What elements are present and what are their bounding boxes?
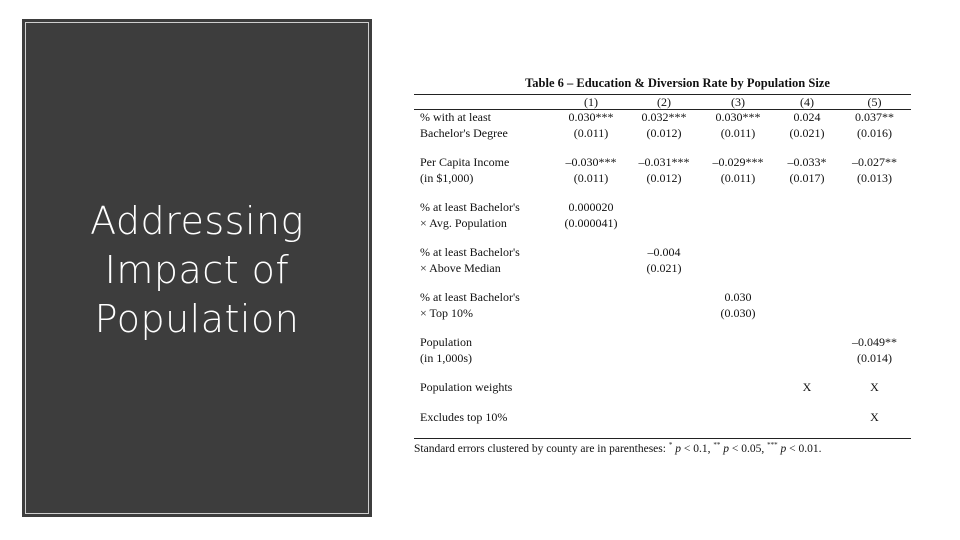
coef-cell bbox=[700, 245, 776, 261]
slide-title-line: Impact of bbox=[104, 248, 290, 292]
coef-cell: –0.049** bbox=[852, 335, 897, 349]
se-cell bbox=[554, 351, 628, 367]
se-cell: (0.011) bbox=[573, 170, 609, 185]
coef-cell: –0.029*** bbox=[712, 155, 764, 169]
coef-cell: –0.031*** bbox=[638, 155, 690, 169]
coef-cell bbox=[838, 200, 911, 216]
coef-cell: 0.030*** bbox=[568, 110, 614, 124]
se-cell bbox=[776, 306, 838, 322]
se-row bbox=[414, 126, 911, 142]
row-label: % with at least bbox=[420, 110, 491, 124]
row-label: % at least Bachelor's bbox=[420, 200, 520, 214]
row-label: × Top 10% bbox=[420, 305, 474, 320]
se-cell bbox=[838, 216, 911, 232]
table-title: Table 6 – Education & Diversion Rate by Population Size bbox=[525, 76, 830, 90]
row-label: Population weights bbox=[420, 380, 513, 394]
coef-cell: –0.027** bbox=[852, 155, 897, 169]
coef-cell: –0.033* bbox=[787, 155, 827, 169]
indicator-cell bbox=[628, 380, 700, 396]
column-header: (5) bbox=[838, 95, 911, 110]
se-cell bbox=[838, 306, 911, 322]
se-cell bbox=[700, 351, 776, 367]
coef-cell: 0.037** bbox=[855, 110, 894, 124]
se-row bbox=[414, 171, 911, 187]
indicator-row bbox=[414, 410, 911, 426]
footnote-p: p bbox=[720, 442, 729, 455]
table-bottom-rule bbox=[414, 425, 911, 439]
coef-cell bbox=[700, 335, 776, 351]
coef-row bbox=[414, 245, 911, 261]
se-cell bbox=[700, 261, 776, 277]
coef-row bbox=[414, 110, 911, 126]
footnote-threshold: < 0.1, bbox=[680, 442, 714, 455]
table-footnote bbox=[414, 441, 911, 455]
indicator-row bbox=[414, 380, 911, 396]
coef-row bbox=[414, 155, 911, 171]
coef-cell: 0.030*** bbox=[715, 110, 761, 124]
se-cell bbox=[776, 351, 838, 367]
row-label: Per Capita Income bbox=[420, 155, 510, 169]
coef-cell bbox=[628, 290, 700, 306]
se-cell: (0.011) bbox=[720, 125, 756, 140]
indicator-cell: X bbox=[802, 380, 812, 394]
coef-cell bbox=[776, 335, 838, 351]
spacer-row bbox=[414, 141, 911, 155]
coef-cell bbox=[776, 200, 838, 216]
footnote-p: p bbox=[672, 442, 681, 455]
row-label: Excludes top 10% bbox=[420, 409, 508, 424]
indicator-cell bbox=[700, 410, 776, 426]
indicator-cell bbox=[554, 380, 628, 396]
indicator-cell bbox=[700, 380, 776, 396]
column-header: (2) bbox=[628, 95, 700, 110]
column-header bbox=[414, 95, 554, 110]
indicator-cell bbox=[776, 410, 838, 426]
coef-cell: 0.024 bbox=[793, 110, 821, 124]
title-panel bbox=[22, 19, 372, 517]
spacer-row bbox=[414, 231, 911, 245]
se-row bbox=[414, 351, 911, 367]
se-cell: (0.012) bbox=[646, 125, 682, 140]
se-row bbox=[414, 306, 911, 322]
indicator-cell: X bbox=[870, 409, 879, 424]
footnote-star: ** bbox=[713, 441, 721, 449]
se-cell bbox=[700, 216, 776, 232]
se-cell: (0.021) bbox=[789, 125, 825, 140]
se-cell bbox=[628, 216, 700, 232]
footnote-p: p bbox=[777, 442, 787, 455]
spacer-row bbox=[414, 396, 911, 410]
se-cell: (0.016) bbox=[857, 125, 892, 140]
coef-cell: 0.032*** bbox=[641, 110, 687, 124]
slide-title-line: Population bbox=[94, 297, 300, 341]
footnote-star: *** bbox=[767, 441, 778, 449]
se-cell: (0.000041) bbox=[564, 215, 618, 230]
se-row bbox=[414, 261, 911, 277]
coef-row bbox=[414, 290, 911, 306]
se-cell bbox=[776, 216, 838, 232]
column-header: (4) bbox=[776, 95, 838, 110]
coef-cell: 0.000020 bbox=[568, 200, 614, 214]
coef-cell: 0.030 bbox=[724, 290, 752, 304]
coef-cell bbox=[554, 335, 628, 351]
coef-cell bbox=[776, 245, 838, 261]
se-cell: (0.030) bbox=[720, 305, 756, 320]
spacer-row bbox=[414, 366, 911, 380]
coef-cell bbox=[838, 245, 911, 261]
row-label: (in 1,000s) bbox=[420, 350, 472, 365]
se-cell: (0.021) bbox=[646, 260, 682, 275]
row-label: × Above Median bbox=[420, 260, 501, 275]
coef-cell bbox=[838, 290, 911, 306]
footnote-threshold: < 0.05, bbox=[728, 442, 768, 455]
se-cell: (0.014) bbox=[857, 350, 892, 365]
footnote-threshold: < 0.01. bbox=[786, 442, 822, 455]
se-cell bbox=[838, 261, 911, 277]
coef-cell bbox=[554, 290, 628, 306]
se-cell: (0.011) bbox=[573, 125, 609, 140]
se-cell bbox=[628, 306, 700, 322]
se-cell: (0.011) bbox=[720, 170, 756, 185]
footnote-star: * bbox=[668, 441, 673, 449]
row-label: % at least Bachelor's bbox=[420, 290, 520, 304]
slide-title-line: Addressing bbox=[90, 199, 304, 243]
coef-row bbox=[414, 335, 911, 351]
se-cell bbox=[554, 306, 628, 322]
row-label: Population bbox=[420, 335, 473, 349]
coef-cell: –0.030*** bbox=[565, 155, 617, 169]
coef-cell bbox=[628, 335, 700, 351]
se-cell bbox=[554, 261, 628, 277]
column-header: (1) bbox=[554, 95, 628, 110]
indicator-cell: X bbox=[870, 380, 879, 394]
coef-cell bbox=[554, 245, 628, 261]
spacer-row bbox=[414, 321, 911, 335]
regression-table-area bbox=[414, 74, 911, 455]
row-label: Bachelor's Degree bbox=[420, 125, 508, 140]
row-label: × Avg. Population bbox=[420, 215, 507, 230]
se-cell: (0.017) bbox=[789, 170, 825, 185]
se-cell: (0.012) bbox=[646, 170, 682, 185]
coef-cell bbox=[700, 200, 776, 216]
indicator-cell bbox=[628, 410, 700, 426]
row-label: % at least Bachelor's bbox=[420, 245, 520, 259]
coef-cell bbox=[628, 200, 700, 216]
footnote-prefix: Standard errors clustered by county are in parentheses: bbox=[414, 442, 669, 455]
table-header-row bbox=[414, 95, 911, 110]
column-header: (3) bbox=[700, 95, 776, 110]
se-cell: (0.013) bbox=[857, 170, 892, 185]
spacer-row bbox=[414, 186, 911, 200]
coef-cell bbox=[776, 290, 838, 306]
spacer-row bbox=[414, 276, 911, 290]
se-cell bbox=[776, 261, 838, 277]
coef-cell: –0.004 bbox=[647, 245, 681, 259]
slide-title bbox=[22, 197, 372, 344]
se-row bbox=[414, 216, 911, 232]
row-label: (in $1,000) bbox=[420, 170, 474, 185]
coef-row bbox=[414, 200, 911, 216]
se-cell bbox=[628, 351, 700, 367]
regression-table bbox=[414, 94, 911, 439]
indicator-cell bbox=[554, 410, 628, 426]
